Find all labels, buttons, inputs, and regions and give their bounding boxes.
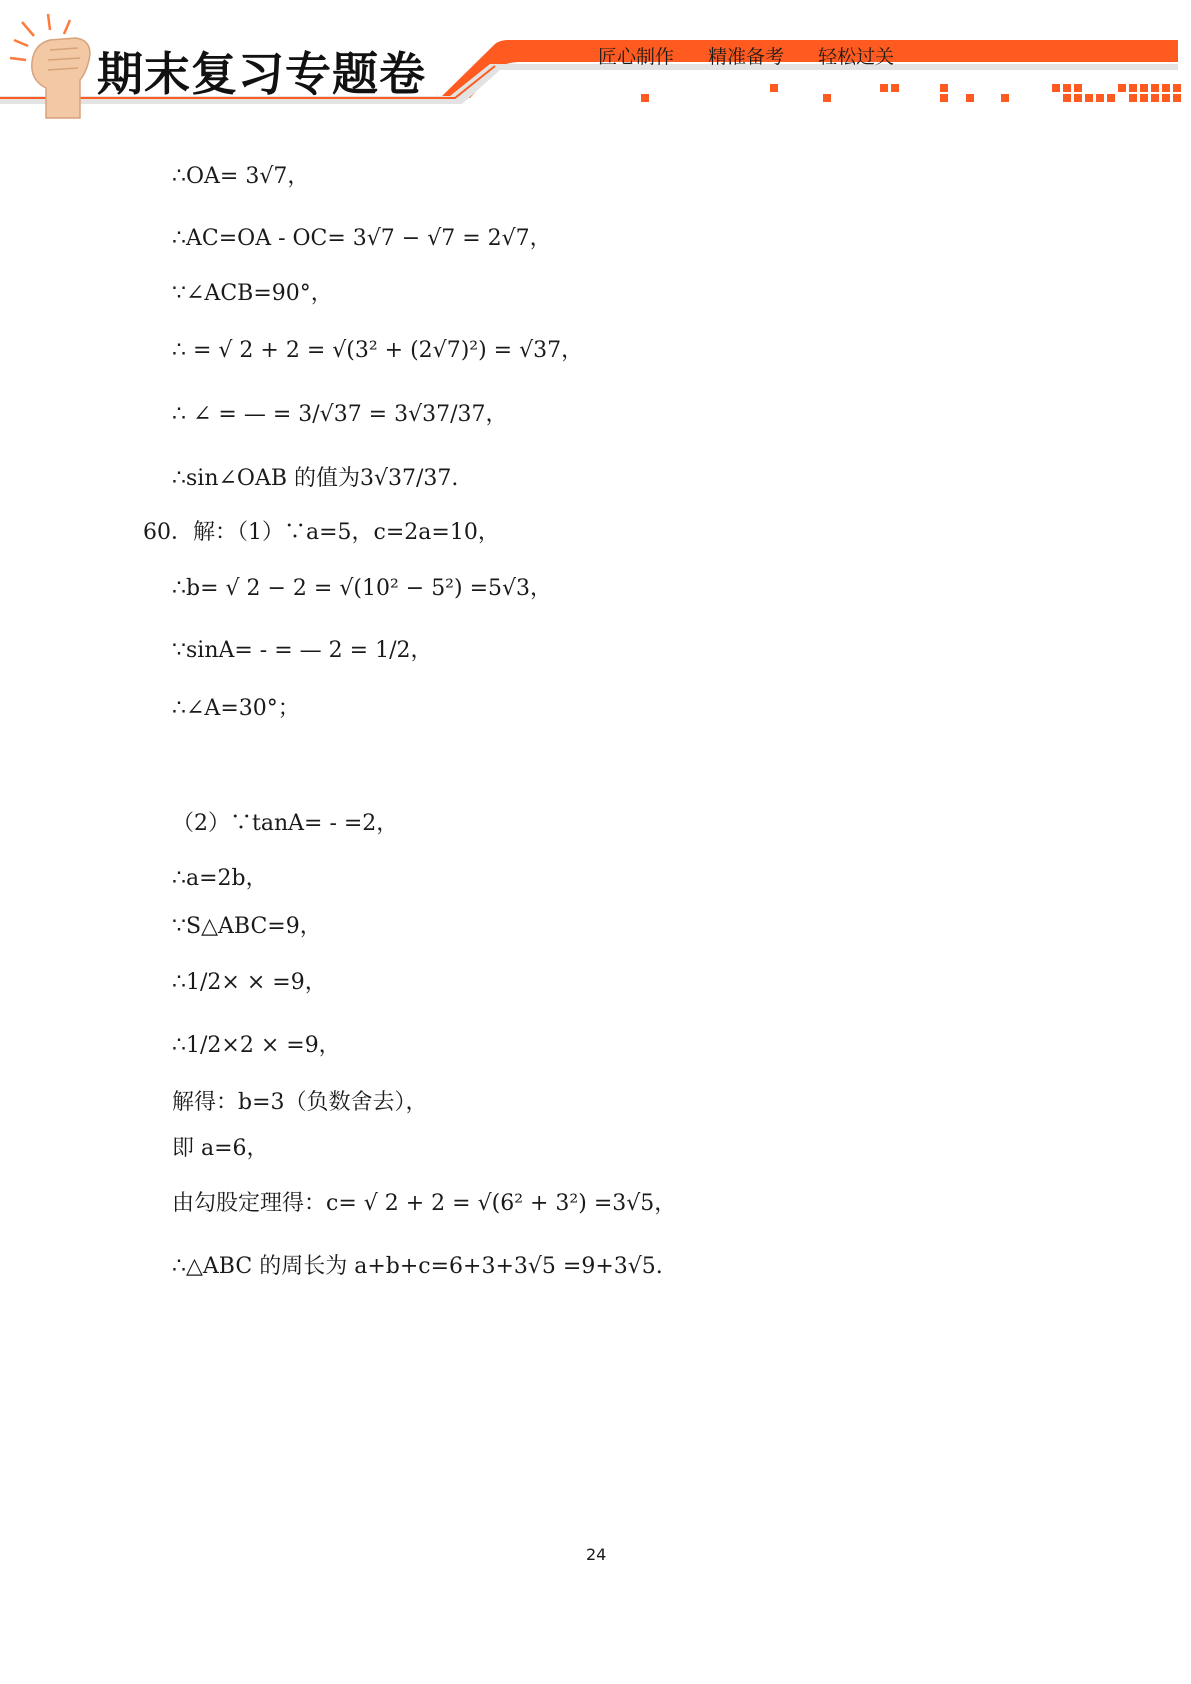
solution-line-area-formula: ∴1/2× × =9， [172,970,327,995]
solution-line-angle-acb: ∵∠ACB=90°， [172,281,333,306]
problem-60-part1-given: 60．解：（1）∵a=5，c=2a=10， [143,520,500,545]
page-number: 24 [586,1545,607,1564]
solution-line-ac: ∴AC=OA - OC= 3√7 − √7 = 2√7， [172,226,552,251]
header-title: 期末复习专题卷 [97,47,426,101]
solution-line-sine-ratio: ∴ ∠ = — = 3/√37 = 3√37/37， [172,402,508,427]
solution-line-area-substituted: ∴1/2×2 × =9， [172,1033,341,1058]
solution-line-a-eq-2b: ∴a=2b， [172,866,268,891]
solution-line-sin-result: ∴sin∠OAB 的值为3√37/37. [172,466,459,491]
solution-line-a-value: 即 a=6， [172,1136,269,1161]
slogan-2: 精准备考 [708,46,785,68]
slogan-1: 匠心制作 [598,46,675,68]
solution-line-perimeter: ∴△ABC 的周长为 a+b+c=6+3+3√5 =9+3√5. [172,1254,663,1279]
solution-line-oa: ∴OA= 3√7， [172,164,310,189]
solution-line-c-pythagoras: 由勾股定理得：c= √ 2 + 2 = √(6² + 3²) =3√5， [172,1191,677,1216]
solution-line-area: ∵S△ABC=9， [172,914,322,939]
slogan-3: 轻松过关 [818,46,895,68]
solution-line-hypotenuse: ∴ = √ 2 + 2 = √(3² + (2√7)²) = √37， [172,338,584,363]
header-slogans [598,42,914,69]
solution-line-sina: ∵sinA= - = — 2 = 1/2， [172,638,433,663]
problem-60-part2-given: （2）∵tanA= - =2， [172,811,399,836]
solution-line-b: ∴b= √ 2 − 2 = √(10² − 5²) =5√3， [172,576,553,601]
solution-line-angle-a: ∴∠A=30°； [172,696,300,721]
solution-line-b-value: 解得：b=3（负数舍去）， [172,1090,428,1115]
page-header [0,0,1191,120]
